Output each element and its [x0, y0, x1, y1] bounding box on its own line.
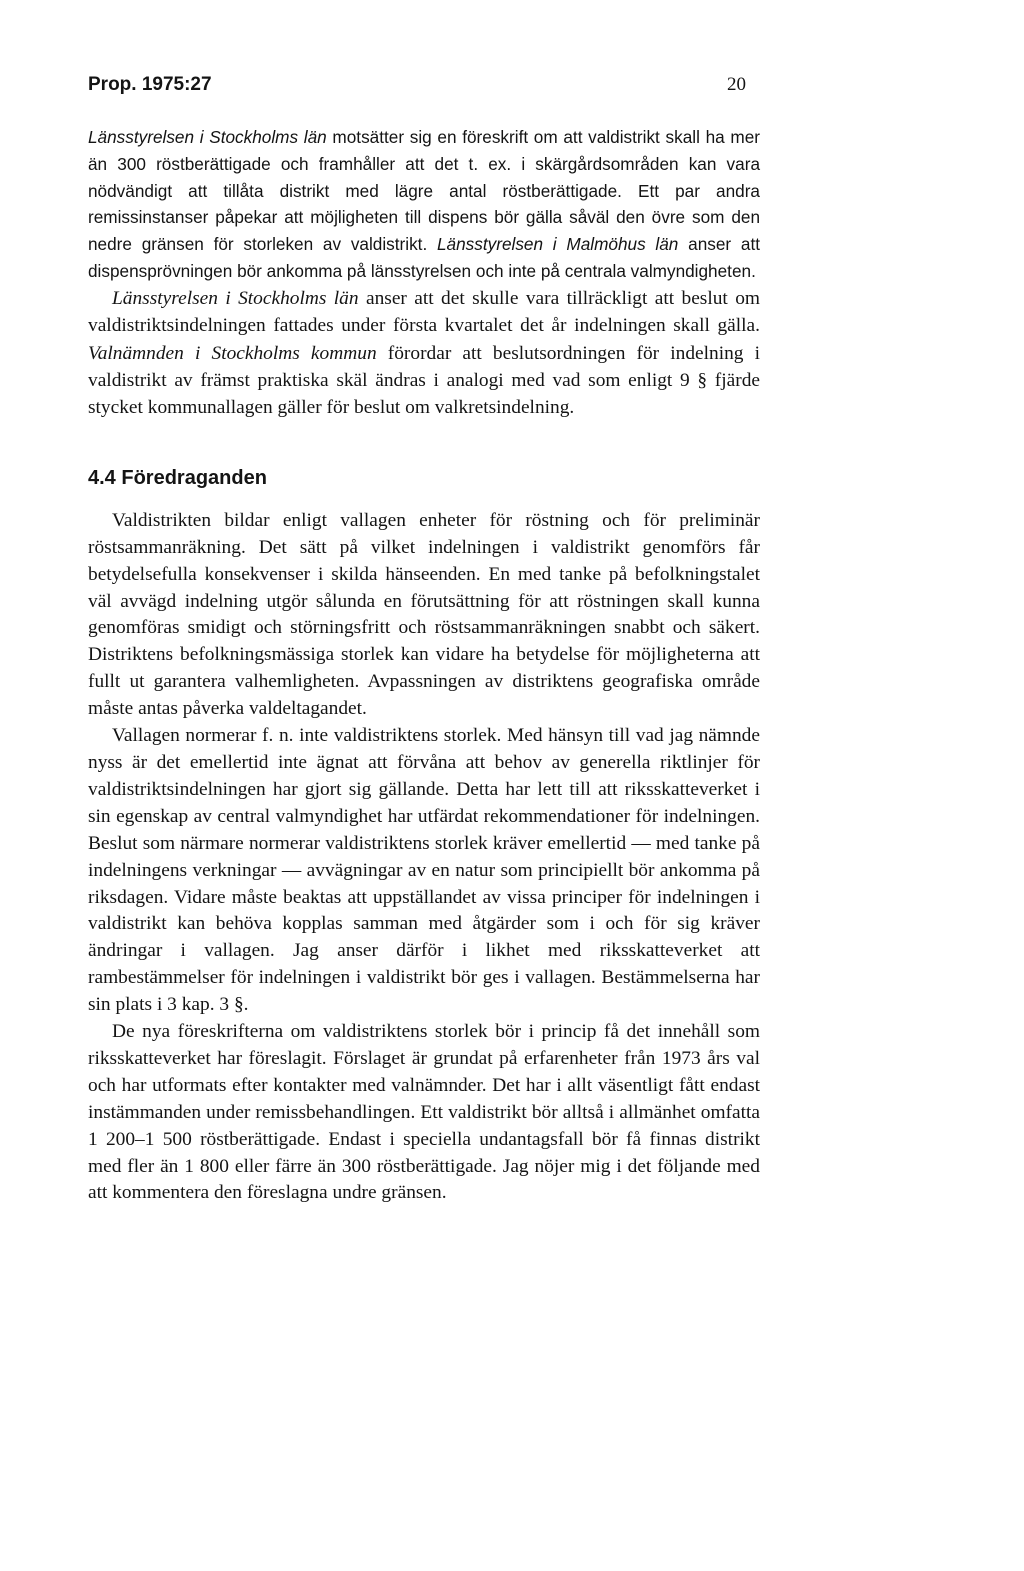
page-header	[88, 74, 760, 106]
remiss-summary	[88, 124, 760, 422]
proposition-reference: Prop. 1975:27	[88, 74, 212, 95]
paragraph	[88, 124, 760, 285]
paragraph-text: anser att det skulle vara tillräckligt att beslut om valdistriktsindelningen fattades under första kvartalet det år indelningen skall gälla.	[88, 287, 760, 337]
paragraph: Vallagen normerar f. n. inte valdistriktens storlek. Med hänsyn till vad jag nämnde nyss är det emellertid inte ägnat att förvåna att behov av generella riktlinjer för valdistriktsindelningen har gjort sig gällande. Detta har lett till att riksskatteverket i sin egenskap av central valmyndighet har utfärdat rekommendationer för indelningen. Beslut som närmare normerar valdistriktens storlek kräver emellertid — med tanke på indelningens verkningar — avvägningar av en natur som principiellt bör ankomma på riksdagen. Vidare måste beaktas att uppställandet av vissa principer för indelningen i valdistrikt kan behöva kopplas samman med åtgärder som i och för sig kräver ändringar i vallagen. Jag anser därför i likhet med riksskatteverket att rambestämmelser för indelningen i valdistrikt bör ges i vallagen. Bestämmelserna har sin plats i 3 kap. 3 §.	[88, 725, 760, 1016]
authority-name: Länsstyrelsen i Malmöhus län	[437, 234, 679, 255]
paragraph	[88, 285, 760, 422]
paragraph-text: förordar att beslutsordningen för indelning i valdistrikt av främst praktiska skäl ändras i analogi med vad som enligt 9 § fjärde stycket kommunallagen gäller för beslut om valkretsindelning.	[88, 342, 761, 419]
section-heading: 4.4 Föredraganden	[88, 466, 267, 489]
page-number: 20	[727, 74, 746, 95]
section-body	[88, 508, 760, 1208]
paragraph-text: motsätter sig en föreskrift om att valdistrikt skall ha mer än 300 röstberättigade och framhåller att det t. ex. i skärgårdsområden kan vara nödvändigt att tillåta distrikt med lägre antal röstberättigade. Ett par andra remissinstanser påpekar att möjligheten till dispens bör gälla såväl den övre som den nedre gränsen för storleken av valdistrikt.	[88, 127, 760, 255]
paragraph: Valdistrikten bildar enligt vallagen enheter för röstning och för preliminär röstsammanräkning. Det sätt på vilket indelningen i valdistrikt genomförs får betydelsefulla konsekvenser i skilda hänseenden. En med tanke på befolkningstalet väl avvägd indelning utgör sålunda en förutsättning för att röstningen skall kunna genomföras smidigt och störningsfritt och röstsammanräkningen snabbt och säkert. Distriktens befolkningsmässiga storlek kan vidare ha betydelse för möjligheterna att fullt ut garantera valhemligheten. Avpassningen av distriktens geografiska område måste antas påverka valdeltagandet.	[88, 509, 760, 720]
paragraph: De nya föreskrifterna om valdistriktens storlek bör i princip få det innehåll som riksskatteverket har föreslagit. Förslaget är grundat på erfarenheter från 1973 års val och har utformats efter kontakter med valnämnder. Det har i allt väsentligt fått endast instämmanden under remissbehandlingen. Ett valdistrikt bör alltså i allmänhet omfatta 1 200–1 500 röstberättigade. Endast i speciella undantagsfall bör få finnas distrikt med fler än 1 800 eller färre än 300 röstberättigade. Jag nöjer mig i det följande med att kommentera den föreslagna undre gränsen.	[88, 1021, 760, 1204]
authority-name: Valnämnden i Stockholms kommun	[88, 342, 377, 364]
document-page	[88, 74, 760, 1207]
paragraph-text: anser att dispensprövningen bör ankomma på länsstyrelsen och inte på centrala valmyndigheten.	[88, 234, 761, 281]
authority-name: Länsstyrelsen i Stockholms län	[112, 287, 359, 309]
authority-name: Länsstyrelsen i Stockholms län	[88, 127, 327, 147]
